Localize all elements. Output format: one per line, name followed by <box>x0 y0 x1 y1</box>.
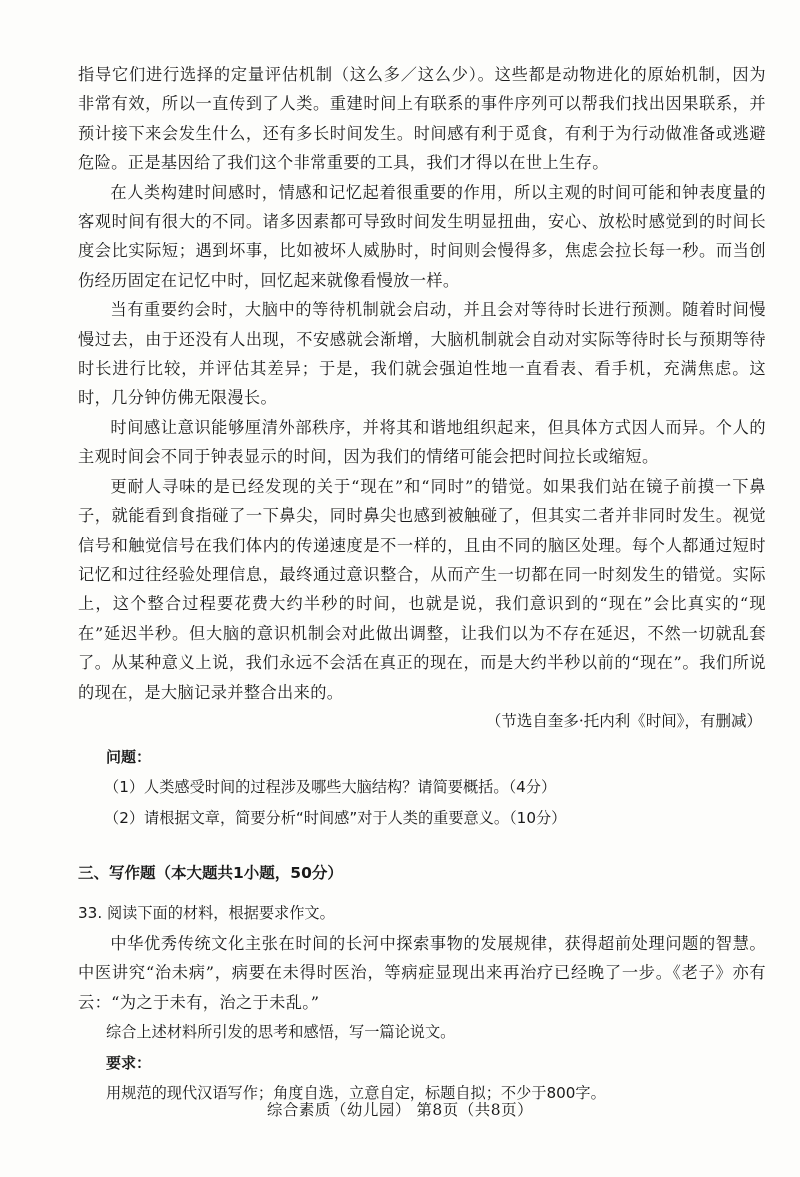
section-3-title: 三、写作题（本大题共1小题，50分） <box>78 863 343 882</box>
requirements-title: 要求： <box>106 1054 152 1073</box>
writing-prompt: 综合上述材料所引发的思考和感悟，写一篇论说文。 <box>106 1023 456 1042</box>
question-1: （1）人类感受时间的过程涉及哪些大脑结构？请简要概括。（4分） <box>104 777 557 796</box>
writing-material: 中华优秀传统文化主张在时间的长河中探索事物的发展规律，获得超前处理问题的智慧。中医讲究“治未病”，病要在未得时医治，等病症显现出来再治疗已经晚了一步。《老子》亦有云：“为之于未有，治之于未乱。” <box>78 933 766 1012</box>
page-footer: 综合素质（幼儿园） 第8页（共8页） <box>266 1101 534 1119</box>
source-citation: （节选自奎多·托内利《时间》，有删减） <box>485 711 762 730</box>
paragraph-3: 当有重要约会时，大脑中的等待机制就会启动，并且会对等待时长进行预测。随着时间慢慢过去，由于还没有人出现，不安感就会渐增，大脑机制就会自动对实际等待时长与预期等待时长进行比较，并评估其差异；于是，我们就会强迫性地一直看表、看手机，充满焦虑。这时，几分钟仿佛无限漫长。 <box>78 300 766 408</box>
questions-title: 问题： <box>106 747 152 766</box>
paragraph-2: 在人类构建时间感时，情感和记忆起着很重要的作用，所以主观的时间可能和钟表度量的客观时间有很大的不同。诸多因素都可导致时间发生明显扭曲，安心、放松时感觉到的时间长度会比实际短；遇到坏事，比如被坏人威胁时，时间则会慢得多，焦虑会拉长每一秒。而当创伤经历固定在记忆中时，回忆起来就像看慢放一样。 <box>78 182 766 290</box>
question-2: （2）请根据文章，简要分析“时间感”对于人类的重要意义。（10分） <box>104 808 567 827</box>
paragraph-4: 时间感让意识能够厘清外部秩序，并将其和谐地组织起来，但具体方式因人而异。个人的主观时间会不同于钟表显示的时间，因为我们的情绪可能会把时间拉长或缩短。 <box>78 417 766 467</box>
paragraph-1: 指导它们进行选择的定量评估机制（这么多／这么少）。这些都是动物进化的原始机制，因为非常有效，所以一直传到了人类。重建时间上有联系的事件序列可以帮我们找出因果联系，并预计接下来会发生什么，还有多长时间发生。时间感有利于觅食，有利于为行动做准备或逃避危险。正是基因给了我们这个非常重要的工具，我们才得以在世上生存。 <box>78 65 766 173</box>
question-33: 33. 阅读下面的材料，根据要求作文。 <box>78 903 335 922</box>
paragraph-5: 更耐人寻味的是已经发现的关于“现在”和“同时”的错觉。如果我们站在镜子前摸一下鼻子，就能看到食指碰了一下鼻尖，同时鼻尖也感到被触碰了，但其实二者并非同时发生。视觉信号和触觉信号在我们体内的传递速度是不一样的，且由不同的脑区处理。每个人都通过短时记忆和过往经验处理信息，最终通过意识整合，从而产生一切都在同一时刻发生的错觉。实际上，这个整合过程要花费大约半秒的时间，也就是说，我们意识到的“现在”会比真实的“现在”延迟半秒。但大脑的意识机制会对此做出调整，让我们以为不存在延迟，不然一切就乱套了。从某种意义上说，我们永远不会活在真正的现在，而是大约半秒以前的“现在”。我们所说的现在，是大脑记录并整合出来的。 <box>78 476 766 702</box>
requirements-text: 用规范的现代汉语写作；角度自选，立意自定，标题自拟；不少于800字。 <box>106 1084 606 1103</box>
